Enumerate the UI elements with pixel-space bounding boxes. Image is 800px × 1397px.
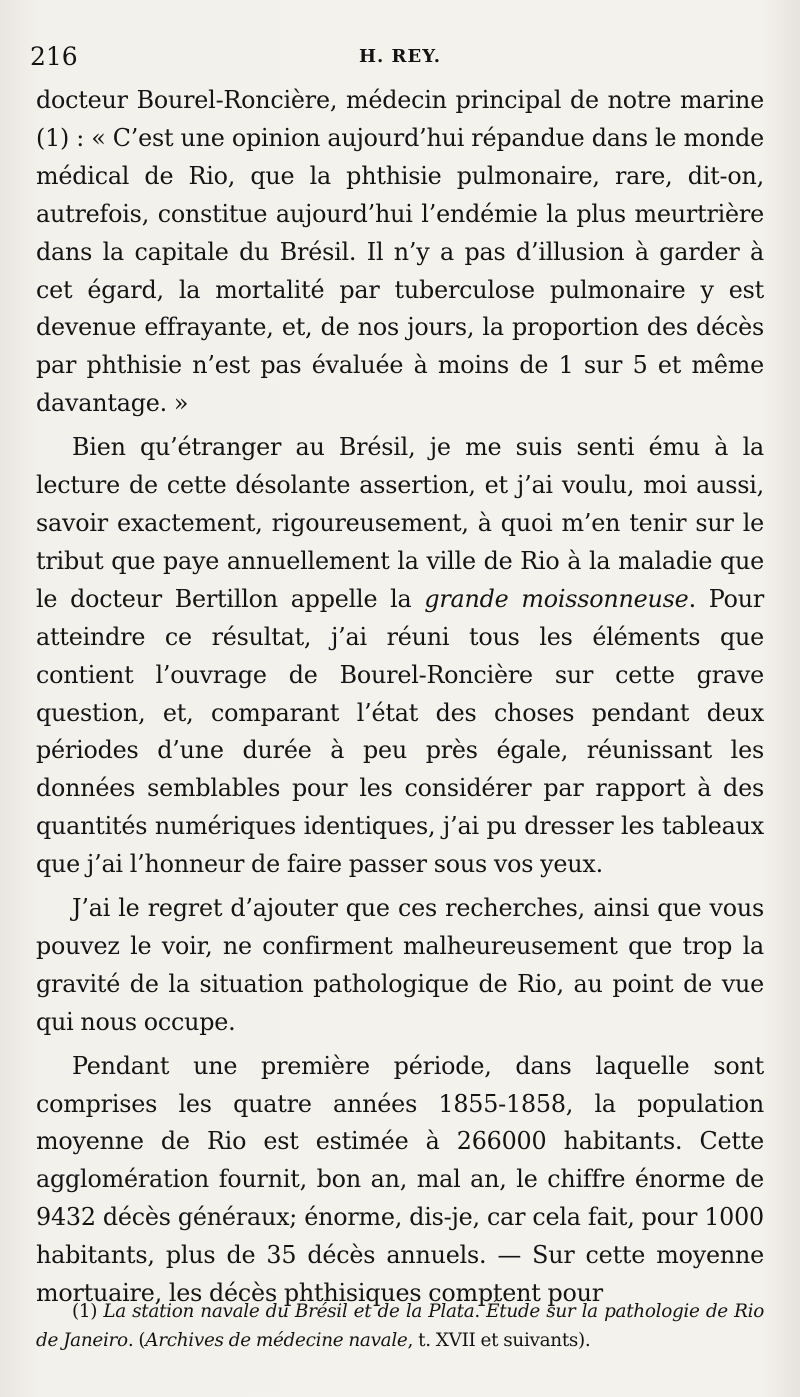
footnote-title: La station navale du Brésil et de la Plata <box>103 1301 475 1322</box>
paragraph-2 <box>36 429 764 884</box>
paragraph-2-text-b: . Pour atteindre ce résultat, j’ai réuni tous les éléments que contient l’ouvrage de Bourel-Roncière sur cette grave question, et, comparant l’état des choses pendant deux périodes d’une durée à peu près égale, réunissant les données semblables pour les considérer par rapport à des quantités numériques identiques, j’ai pu dresser les tableaux que j’ai l’honneur de faire passer sous vos yeux. <box>36 584 764 879</box>
running-title: H. REY. <box>358 46 441 67</box>
footnote-marker: (1) <box>72 1301 104 1322</box>
footnote-journal: Archives de médecine navale <box>145 1330 408 1351</box>
body-text <box>36 82 764 1319</box>
paragraph-4-text: Pendant une première période, dans laquelle sont comprises les quatre années 1855-1858, la population moyenne de Rio est estimée à 266000 habitants. Cette agglomération fournit, bon an, mal an, le chiffre énorme de 9432 décès généraux; énorme, dis-je, car cela fait, pour 1000 habitants, plus de 35 décès annuels. — Sur cette moyenne mortuaire, les décès phthisiques comptent pour <box>36 1051 764 1308</box>
paragraph-2-text-a: Bien qu’étranger au Brésil, je me suis senti ému à la lecture de cette désolante assertion, et j’ai voulu, moi aussi, savoir exactement, rigoureusement, à quoi m’en tenir sur le tribut que paye annuellement la ville de Rio à la maladie que le docteur Bertillon appelle la <box>36 433 764 613</box>
paragraph-4 <box>36 1048 764 1313</box>
footnote-text-a: . <box>474 1301 487 1322</box>
running-head <box>30 42 770 76</box>
paragraph-3 <box>36 890 764 1042</box>
paragraph-1 <box>36 82 764 423</box>
footnote-text-b: . ( <box>127 1330 146 1351</box>
footnote-subtitle: Étude sur la pathologie de Rio de Janeiro <box>36 1301 764 1351</box>
paragraph-3-text: J’ai le regret d’ajouter que ces recherches, ainsi que vous pouvez le voir, ne confirment malheureusement que trop la gravité de la situation pathologique de Rio, au point de vue qui nous occupe. <box>36 894 764 1036</box>
page-number: 216 <box>30 42 78 71</box>
footnote-text-c: , t. XVII et suivants). <box>407 1330 591 1351</box>
paragraph-2-emphasis: grande moissonneuse <box>424 584 689 613</box>
footnote <box>36 1297 764 1355</box>
paragraph-1-text: docteur Bourel-Roncière, médecin principal de notre marine (1) : « C’est une opinion aujourd’hui répandue dans le monde médical de Rio, que la phthisie pulmonaire, rare, dit-on, autrefois, constitue aujourd’hui l’endémie la plus meurtrière dans la capitale du Brésil. Il n’y a pas d’illusion à garder à cet égard, la mortalité par tuberculose pulmonaire y est devenue effrayante, et, de nos jours, la proportion des décès par phthisie n’est pas évaluée à moins de 1 sur 5 et même davantage. » <box>36 86 764 418</box>
